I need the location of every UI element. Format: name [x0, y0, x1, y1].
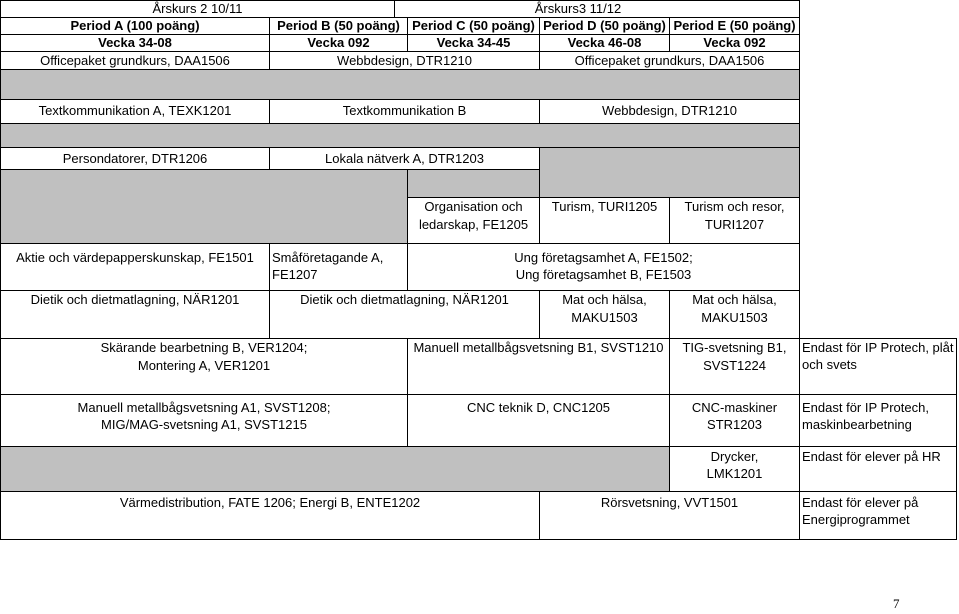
- week-range-b: Vecka 092: [270, 35, 408, 52]
- course-aktie-vardepapperskunskap: Aktie och värdepapperskunskap, FE1501: [0, 244, 270, 291]
- period-header-a: Period A (100 poäng): [0, 18, 270, 35]
- course-webbdesign-period-de: Webbdesign, DTR1210: [540, 100, 800, 124]
- course-smaforetagande-a: Småföretagande A, FE1207: [270, 244, 408, 291]
- course-mat-och-halsa-period-e: Mat och hälsa, MAKU1503: [670, 291, 800, 339]
- week-range-a: Vecka 34-08: [0, 35, 270, 52]
- course-webbdesign-period-bc: Webbdesign, DTR1210: [270, 52, 540, 70]
- period-header-e: Period E (50 poäng): [670, 18, 800, 35]
- course-ung-foretagsamhet: Ung företagsamhet A, FE1502; Ung företagsamhet B, FE1503: [408, 244, 800, 291]
- course-skarande-bearbetning: Skärande bearbetning B, VER1204; Montering A, VER1201: [0, 339, 408, 395]
- note-elever-energiprogrammet: Endast för elever på Energiprogrammet: [800, 492, 957, 540]
- course-dietik-period-a: Dietik och dietmatlagning, NÄR1201: [0, 291, 270, 339]
- empty-shaded-cell: [540, 148, 800, 198]
- course-officepaket-period-a: Officepaket grundkurs, DAA1506: [0, 52, 270, 70]
- empty-shaded-cell: [0, 447, 670, 492]
- year-heading-arskurs-2: Årskurs 2 10/11: [0, 0, 395, 18]
- period-header-c: Period C (50 poäng): [408, 18, 540, 35]
- course-varmedistribution-energi-b: Värmedistribution, FATE 1206; Energi B, ENTE1202: [0, 492, 540, 540]
- period-header-b: Period B (50 poäng): [270, 18, 408, 35]
- note-ip-protech-maskinbearbetning: Endast för IP Protech, maskinbearbetning: [800, 395, 957, 447]
- course-organisation-ledarskap: Organisation och ledarskap, FE1205: [408, 198, 540, 244]
- year-heading-arskurs-3: Årskurs3 11/12: [395, 0, 800, 18]
- course-dietik-period-bc: Dietik och dietmatlagning, NÄR1201: [270, 291, 540, 339]
- course-cnc-maskiner: CNC-maskiner STR1203: [670, 395, 800, 447]
- course-turism: Turism, TURI1205: [540, 198, 670, 244]
- course-textkommunikation-a: Textkommunikation A, TEXK1201: [0, 100, 270, 124]
- course-persondatorer: Persondatorer, DTR1206: [0, 148, 270, 170]
- note-elever-hr: Endast för elever på HR: [800, 447, 957, 492]
- course-mat-och-halsa-period-d: Mat och hälsa, MAKU1503: [540, 291, 670, 339]
- period-header-d: Period D (50 poäng): [540, 18, 670, 35]
- course-officepaket-period-de: Officepaket grundkurs, DAA1506: [540, 52, 800, 70]
- course-drycker: Drycker, LMK1201: [670, 447, 800, 492]
- week-range-c: Vecka 34-45: [408, 35, 540, 52]
- course-metallbagsvetsning-b1: Manuell metallbågsvetsning B1, SVST1210: [408, 339, 670, 395]
- empty-shaded-cell: [0, 170, 408, 244]
- course-cnc-teknik-d: CNC teknik D, CNC1205: [408, 395, 670, 447]
- course-textkommunikation-b: Textkommunikation B: [270, 100, 540, 124]
- empty-shaded-cell: [408, 170, 540, 198]
- page-number: 7: [893, 596, 900, 611]
- week-range-d: Vecka 46-08: [540, 35, 670, 52]
- course-tig-svetsning-b1: TIG-svetsning B1, SVST1224: [670, 339, 800, 395]
- empty-shaded-cell: [0, 124, 800, 148]
- course-rorsvetsning: Rörsvetsning, VVT1501: [540, 492, 800, 540]
- week-range-e: Vecka 092: [670, 35, 800, 52]
- course-lokala-natverk-a: Lokala nätverk A, DTR1203: [270, 148, 540, 170]
- empty-shaded-cell: [0, 70, 800, 100]
- course-turism-och-resor: Turism och resor, TURI1207: [670, 198, 800, 244]
- note-ip-protech-plat-svets: Endast för IP Protech, plåt och svets: [800, 338, 957, 395]
- course-metallbagsvetsning-a1: Manuell metallbågsvetsning A1, SVST1208; MIG/MAG-svetsning A1, SVST1215: [0, 395, 408, 447]
